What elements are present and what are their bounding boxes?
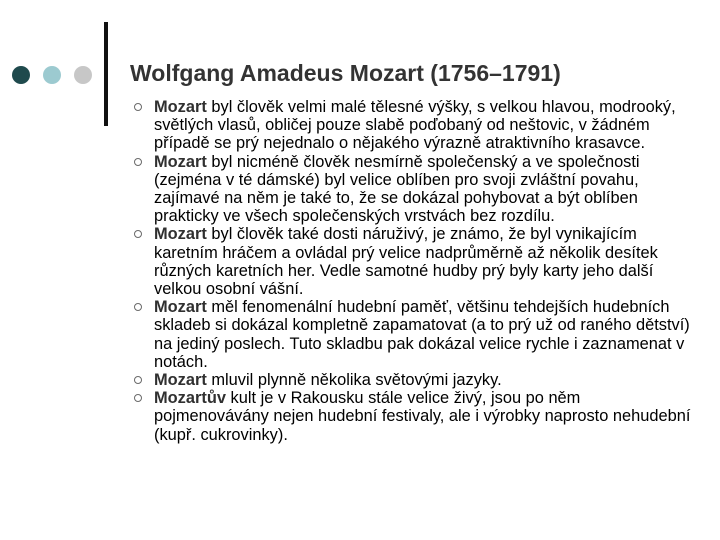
bullet-item	[134, 153, 694, 226]
bullet-text: měl fenomenální hudební paměť, většinu tehdejších hudebních skladeb si dokázal kompletně zapamatovat (a to prý už od raného dětství) na jediný poslech. Tuto skladbu pak dokázal velice rychle i zaznamenat v notách.	[154, 298, 690, 371]
bullet-text: mluvil plynně několika světovými jazyky.	[206, 371, 502, 390]
dark-teal-dot-icon	[12, 66, 30, 84]
bullet-subject: Mozart	[154, 152, 207, 171]
bullet-item	[134, 225, 694, 298]
bullet-subject: Mozart	[154, 225, 207, 244]
bullet-list	[134, 98, 694, 444]
bullet-text: byl nicméně člověk nesmírně společenský a ve společnosti (zejména v té dámské) byl velice oblíben pro svoji zvláštní povahu, zajímavé na něm je také to, že se dokázal pohybovat a být oblíben prakticky ve všech společenských vrstvách bez rozdílu.	[154, 152, 640, 226]
bullet-item	[134, 389, 694, 444]
bullet-subject: Mozart	[154, 371, 207, 390]
slide-title: Wolfgang Amadeus Mozart (1756–1791)	[130, 60, 561, 86]
light-teal-dot-icon	[43, 66, 61, 84]
bullet-circle-icon	[134, 376, 142, 384]
bullet-text: byl člověk také dosti náruživý, je známo, že byl vynikajícím karetním hráčem a ovládal prý velice nadprůměrně až několik desítek různých karetních her. Vedle samotné hudby prý byly karty jeho další velkou osobní vášní.	[154, 225, 658, 299]
bullet-subject: Mozart	[154, 98, 207, 116]
bullet-circle-icon	[134, 230, 142, 238]
bullet-subject: Mozart	[154, 298, 207, 317]
bullet-item	[134, 371, 694, 389]
bullet-circle-icon	[134, 303, 142, 311]
bullet-text: kult je v Rakousku stále velice živý, jsou po něm pojmenovávány nejen hudební festivaly, ale i výrobky naprosto nehudební (kupř. cukrovinky).	[154, 389, 691, 444]
bullet-text: byl člověk velmi malé tělesné výšky, s velkou hlavou, modrooký, světlých vlasů, obličej pouze slabě poďobaný od neštovic, v žádném případě se prý nejednalo o nějakého výrazně atraktivního krasavce.	[154, 98, 676, 153]
gray-dot-icon	[74, 66, 92, 84]
vertical-divider	[104, 22, 108, 126]
bullet-circle-icon	[134, 103, 142, 111]
bullet-subject: Mozartův	[154, 389, 226, 408]
bullet-circle-icon	[134, 158, 142, 166]
bullet-circle-icon	[134, 394, 142, 402]
bullet-item	[134, 298, 694, 371]
bullet-item	[134, 98, 694, 153]
decorative-dots	[12, 66, 96, 86]
